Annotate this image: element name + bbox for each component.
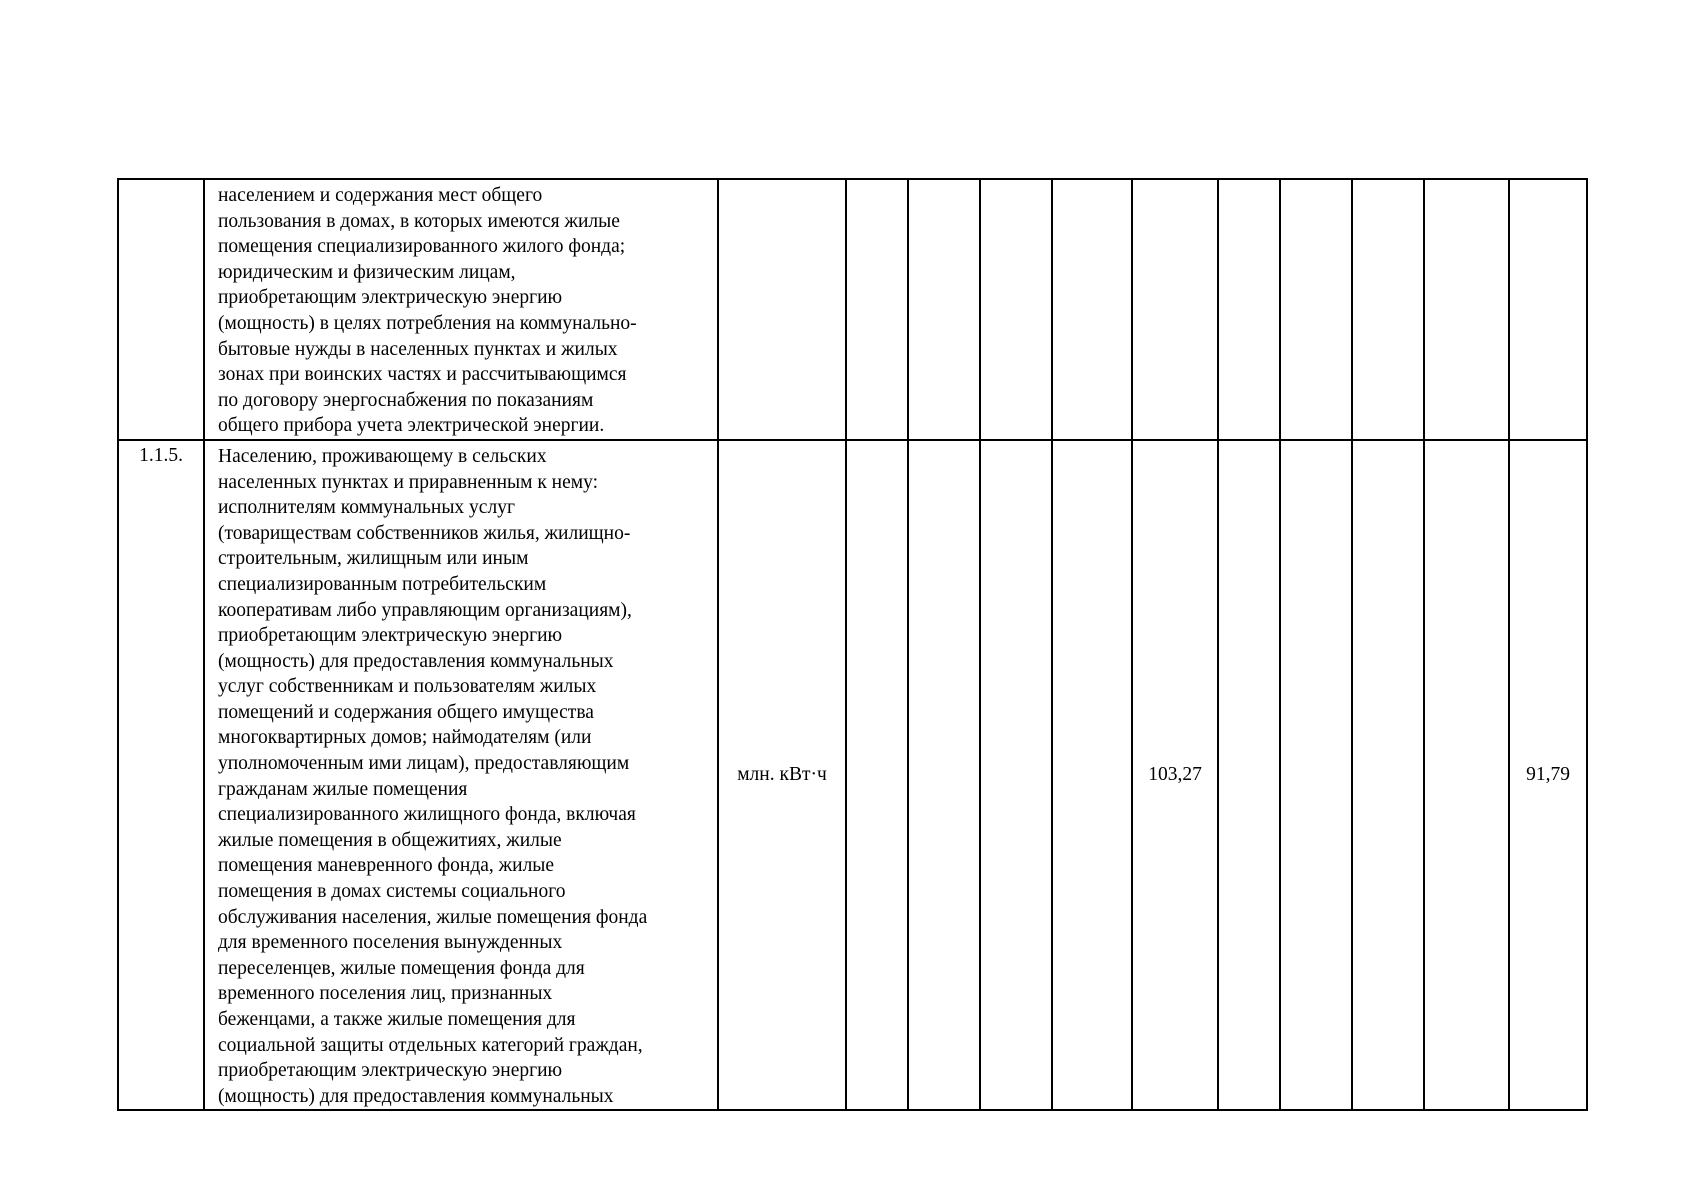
description-line: приобретающим электрическую энергию: [218, 1060, 563, 1082]
description-line: населением и содержания мест общего: [218, 185, 543, 206]
description-line: (мощность) для предоставления коммунальных: [218, 650, 614, 672]
description-line: кооперативам либо управляющим организациям),: [218, 599, 632, 621]
row-value-cell: [1424, 179, 1509, 440]
row-number-cell: 1.1.5.: [118, 440, 204, 1110]
row-value-cell: [980, 179, 1052, 440]
description-line: населенных пунктах и приравненным к нему:: [218, 471, 599, 493]
row-unit-cell: [718, 179, 846, 440]
tariff-table: [117, 178, 1588, 1111]
description-line: социальной защиты отдельных категорий граждан,: [218, 1034, 643, 1056]
description-line: помещения в домах системы социального: [218, 881, 566, 903]
row-value-cell: [846, 179, 908, 440]
row-value-cell: [1132, 179, 1218, 440]
table-row: [118, 179, 1587, 440]
description-line: помещений и содержания общего имущества: [218, 701, 594, 723]
description-line: временного поселения лиц, признанных: [218, 983, 553, 1005]
row-description-cell: [204, 440, 718, 1110]
row-value-cell: [1352, 440, 1424, 1110]
description-line: многоквартирных домов; наймодателям (или: [218, 727, 592, 749]
row-value-cell: [1424, 440, 1509, 1110]
row-value-cell: [1218, 179, 1280, 440]
row-value-cell: 91,79: [1509, 440, 1587, 1110]
row-value-cell: [980, 440, 1052, 1110]
row-value-cell: 103,27: [1132, 440, 1218, 1110]
row-value-cell: [1052, 179, 1132, 440]
description-line: приобретающим электрическую энергию: [218, 625, 563, 647]
description-line: (мощность) для предоставления коммунальных: [218, 1085, 614, 1107]
row-value-cell: [908, 440, 980, 1110]
row-value-cell: [908, 179, 980, 440]
description-line: юридическим и физическим лицам,: [218, 261, 516, 283]
description-line: (товариществам собственников жилья, жилищно-: [218, 522, 631, 544]
row-unit-cell: млн. кВт·ч: [718, 440, 846, 1110]
row-value-cell: [1218, 440, 1280, 1110]
description-line: жилые помещения в общежитиях, жилые: [218, 829, 562, 851]
table-body: [118, 179, 1587, 1110]
description-line: специализированным потребительским: [218, 573, 547, 595]
row-value-cell: [1509, 179, 1587, 440]
description-line: по договору энергоснабжения по показаниям: [218, 389, 594, 411]
description-line: Населению, проживающему в сельских: [218, 445, 547, 467]
row-value-cell: [1280, 179, 1352, 440]
description-line: исполнителям коммунальных услуг: [218, 497, 515, 519]
description-line: для временного поселения вынужденных: [218, 932, 563, 954]
description-line: беженцами, а также жилые помещения для: [218, 1009, 576, 1030]
description-line: пользования в домах, в которых имеются жилые: [218, 210, 620, 232]
row-number-cell: [118, 179, 204, 440]
table-row: [118, 440, 1587, 1110]
row-value-cell: [1280, 440, 1352, 1110]
description-line: бытовые нужды в населенных пунктах и жилых: [218, 338, 618, 360]
row-description-cell: [204, 179, 718, 440]
description-line: специализированного жилищного фонда, включая: [218, 804, 636, 826]
row-value-cell: [1352, 179, 1424, 440]
description-line: уполномоченным ими лицам), предоставляющим: [218, 753, 630, 775]
description-line: услуг собственникам и пользователям жилых: [218, 676, 597, 698]
description-line: зонах при воинских частях и рассчитывающимся: [218, 364, 627, 386]
description-line: общего прибора учета электрической энергии.: [218, 415, 605, 437]
description-line: строительным, жилищным или иным: [218, 548, 529, 570]
description-line: обслуживания населения, жилые помещения фонда: [218, 906, 648, 928]
row-value-cell: [1052, 440, 1132, 1110]
row-value-cell: [846, 440, 908, 1110]
description-line: гражданам жилые помещения: [218, 778, 468, 800]
description-line: помещения маневренного фонда, жилые: [218, 855, 555, 877]
description-line: переселенцев, жилые помещения фонда для: [218, 957, 585, 979]
description-line: (мощность) в целях потребления на коммунально-: [218, 312, 637, 334]
description-line: помещения специализированного жилого фонда;: [218, 236, 626, 258]
description-line: приобретающим электрическую энергию: [218, 287, 563, 309]
